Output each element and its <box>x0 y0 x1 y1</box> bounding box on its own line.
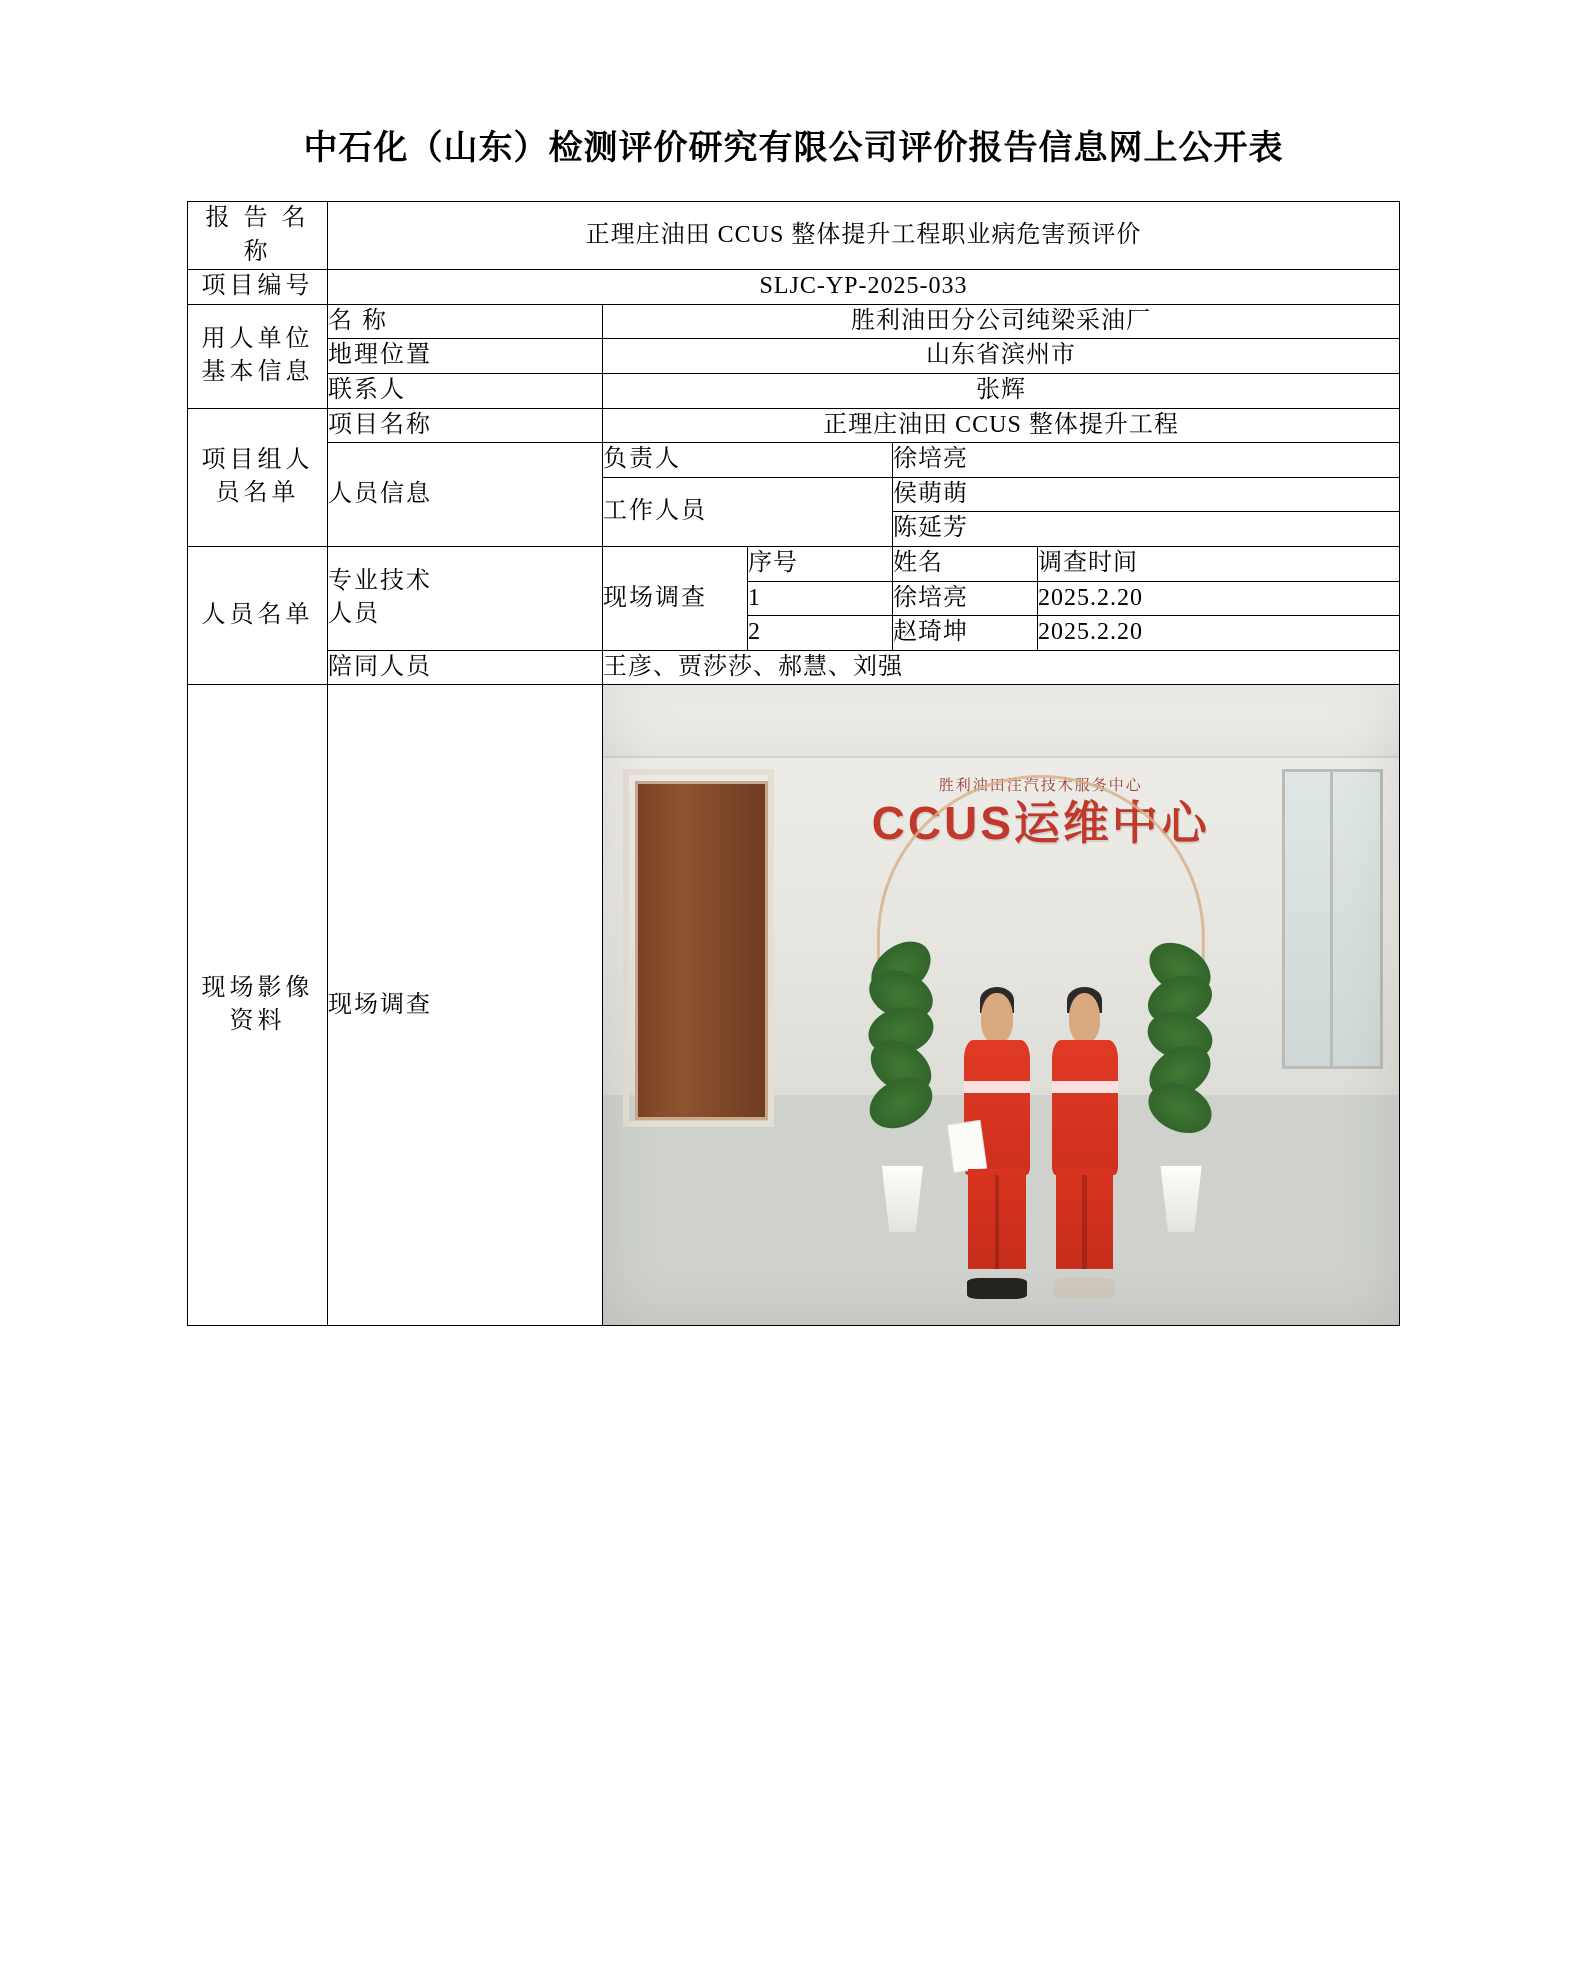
worker-value-1: 侯萌萌 <box>892 477 1399 512</box>
survey-row2-name: 赵琦坤 <box>892 616 1037 651</box>
project-name-label: 项目名称 <box>327 408 602 443</box>
leader-label: 负责人 <box>602 443 892 478</box>
roster-label: 人员名单 <box>187 546 327 684</box>
photo-person-shoes <box>967 1278 1027 1299</box>
table-row-employer-name <box>187 304 1399 339</box>
project-name-value: 正理庄油田 CCUS 整体提升工程 <box>602 408 1399 443</box>
report-info-table <box>187 201 1400 1326</box>
photo-person-stripe <box>964 1081 1030 1093</box>
employer-location-label: 地理位置 <box>327 339 602 374</box>
table-row-leader <box>187 443 1399 478</box>
survey-header-name: 姓名 <box>892 546 1037 581</box>
photo-person-left <box>961 993 1033 1287</box>
photo-survey-label: 现场调查 <box>327 685 602 1326</box>
photo-door <box>635 781 768 1120</box>
employer-info-label-line1: 用人单位 <box>201 325 314 352</box>
team-label <box>187 408 327 546</box>
photo-person-trousers <box>968 1169 1025 1269</box>
photo-planter <box>875 1165 930 1234</box>
employer-location-value: 山东省滨州市 <box>602 339 1399 374</box>
photo-window <box>1282 769 1384 1069</box>
tech-staff-label-line1: 专业技术 <box>327 567 432 594</box>
survey-header-no: 序号 <box>747 546 892 581</box>
photo-plant-left <box>842 941 961 1197</box>
team-label-line1: 项目组人 <box>201 446 314 473</box>
worker-value-2: 陈延芳 <box>892 512 1399 547</box>
employer-info-label-line2: 基本信息 <box>201 359 314 386</box>
photo-person-shoes <box>1054 1278 1114 1299</box>
site-photo <box>603 685 1399 1325</box>
accompany-value: 王彦、贾莎莎、郝慧、刘强 <box>602 650 1399 685</box>
leader-value: 徐培亮 <box>892 443 1399 478</box>
photo-ceiling <box>603 685 1399 757</box>
photo-person-right <box>1049 993 1121 1287</box>
report-name-value: 正理庄油田 CCUS 整体提升工程职业病危害预评价 <box>327 202 1399 270</box>
photo-person-jacket <box>1052 1040 1118 1175</box>
survey-row2-no: 2 <box>747 616 892 651</box>
survey-row1-no: 1 <box>747 581 892 616</box>
photo-label-line2: 资料 <box>229 1008 286 1035</box>
employer-contact-label: 联系人 <box>327 373 602 408</box>
project-no-label: 项目编号 <box>187 270 327 305</box>
photo-plant-right <box>1120 941 1239 1197</box>
photo-person-head <box>1069 993 1101 1043</box>
tech-staff-label <box>327 546 602 650</box>
survey-row2-time: 2025.2.20 <box>1037 616 1399 651</box>
table-row-survey-header <box>187 546 1399 581</box>
photo-sign-title: CCUS运维中心 <box>871 796 1210 849</box>
tech-staff-label-line2: 人员 <box>327 601 380 628</box>
photo-wall-sign <box>866 775 1216 929</box>
table-row-accompany <box>187 650 1399 685</box>
accompany-label: 陪同人员 <box>327 650 602 685</box>
employer-info-label <box>187 304 327 408</box>
employer-contact-value: 张辉 <box>602 373 1399 408</box>
photo-label <box>187 685 327 1326</box>
page-title: 中石化（山东）检测评价研究有限公司评价报告信息网上公开表 <box>303 129 1284 167</box>
report-name-label: 报 告 名 称 <box>187 202 327 270</box>
document-page <box>0 120 1587 1979</box>
photo-person-documents <box>946 1120 986 1173</box>
table-row-photo <box>187 685 1399 1326</box>
photo-person-trousers <box>1056 1169 1113 1269</box>
table-row-report-name <box>187 202 1399 270</box>
table-row-project-name <box>187 408 1399 443</box>
table-row-employer-location <box>187 339 1399 374</box>
survey-header-time: 调查时间 <box>1037 546 1399 581</box>
photo-person-head <box>981 993 1013 1043</box>
team-label-line2: 员名单 <box>215 480 300 507</box>
employer-name-value: 胜利油田分公司纯梁采油厂 <box>602 304 1399 339</box>
employer-name-label: 名 称 <box>327 304 602 339</box>
staff-info-label: 人员信息 <box>327 443 602 547</box>
photo-person-stripe <box>1052 1081 1118 1093</box>
survey-row1-time: 2025.2.20 <box>1037 581 1399 616</box>
survey-row1-name: 徐培亮 <box>892 581 1037 616</box>
photo-sign-subtitle: 胜利油田注汽技术服务中心 <box>938 776 1143 794</box>
site-survey-label: 现场调查 <box>602 546 747 650</box>
project-no-value: SLJC-YP-2025-033 <box>327 270 1399 305</box>
table-row-project-no <box>187 270 1399 305</box>
site-photo-cell <box>602 685 1399 1326</box>
worker-label: 工作人员 <box>602 477 892 546</box>
photo-planter <box>1154 1165 1209 1234</box>
photo-label-line1: 现场影像 <box>201 974 314 1001</box>
table-row-employer-contact <box>187 373 1399 408</box>
